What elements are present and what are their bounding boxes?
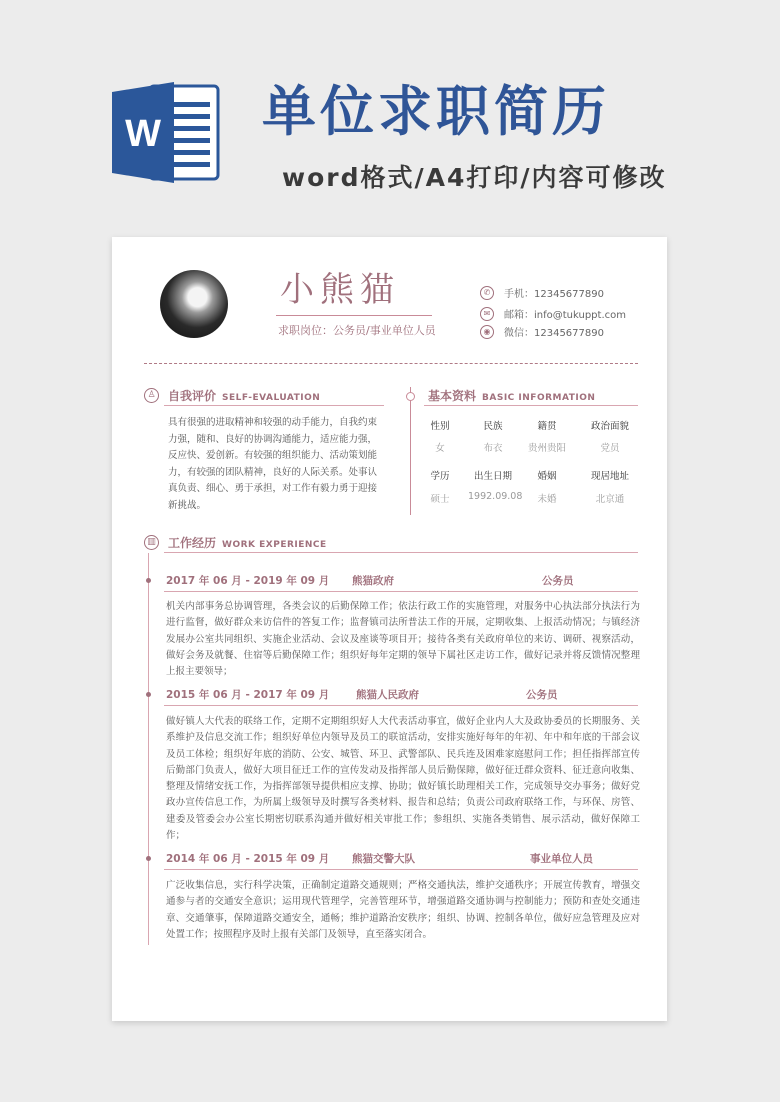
info-head: 婚姻 — [537, 471, 557, 482]
info-value: 贵州贵阳 — [527, 443, 566, 454]
person-icon: ♙ — [144, 388, 159, 403]
contact-wechat-text: 微信：12345677890 — [504, 328, 604, 339]
job-company: 熊猫人民政府 — [356, 689, 419, 701]
contact-mail — [480, 306, 626, 321]
job-description: 机关内部事务总协调管理，各类会议的后勤保障工作；依法行政工作的实施管理，对服务中心执法部分执法行为进行监督，做好群众来访信件的答复工作；监督镇司法所普法工作的开展，定期收集、上报活动情况；与镇经济发展办公室共同组织、实施企业活动、会议及座谈等项目开；接待各类有关政府单位的来访、调研、视察活动，做好会务及就餐、住宿等后勤保障工作；组织好每年定期的领导下属社区走访工作，做好记录并将反馈情况整理上报主要领导； — [166, 601, 640, 678]
self-eval-text: 具有很强的进取精神和较强的动手能力，自我约束力强，随和、良好的协调沟通能力，适应能力强，反应快、爱创新。有较强的组织能力、活动策划能力，有较强的团队精神，良好的人际关系。处事认真负责、细心、勇于承担，对工作有毅力勇于迎接新挑战。 — [168, 417, 378, 511]
mail-icon: ✉ — [480, 307, 494, 321]
basic-info-title-en: BASIC INFORMATION — [482, 393, 596, 403]
column-divider — [410, 387, 411, 515]
work-title-cn: 工作经历 — [168, 536, 217, 550]
info-head: 出生日期 — [473, 471, 512, 482]
job-period: 2017 年 06 月 - 2019 年 09 月 — [166, 575, 330, 587]
job-position: 公务员 — [542, 575, 574, 587]
contact-phone — [480, 285, 604, 300]
banner — [0, 0, 780, 230]
info-head: 政治面貌 — [590, 421, 629, 432]
banner-subtitle: word格式/A4打印/内容可修改 — [282, 163, 667, 192]
job-objective: 求职岗位：公务员/事业单位人员 — [278, 324, 436, 337]
job-bullet — [146, 692, 151, 697]
info-value: 未婚 — [537, 494, 557, 505]
timeline-dot — [406, 392, 415, 401]
work-title-en: WORK EXPERIENCE — [222, 540, 327, 550]
self-eval-title-cn: 自我评价 — [168, 389, 217, 403]
contact-mail-text: 邮箱：info@tukuppt.com — [504, 310, 626, 321]
info-value: 北京通 — [595, 494, 625, 505]
name-underline — [276, 315, 432, 316]
job-rule — [164, 591, 638, 592]
job-company: 熊猫政府 — [352, 575, 394, 587]
info-head: 性别 — [430, 421, 450, 432]
job-rule — [164, 869, 638, 870]
job-bullet — [146, 856, 151, 861]
work-title — [168, 534, 327, 551]
contact-wechat — [480, 324, 604, 339]
info-value: 硕士 — [430, 494, 450, 505]
chart-icon: ▥ — [144, 535, 159, 550]
candidate-name: 小熊猫 — [280, 270, 400, 310]
job-description: 做好镇人大代表的联络工作，定期不定期组织好人大代表活动事宜，做好企业内人大及政协委员的长期服务、关系维护及信息交流工作；组织好单位内领导及员工的联谊活动，安排实施好每年的年初、年中和年底的干部会议及员工体检；组织好年底的消防、公安、城管、环卫、武警部队、民兵连及困难家庭慰问工作；担任指挥部宣传后勤部门负责人，做好大项目征迁工作的宣传发动及指挥部人员后勤保障，做好征迁群众资料、征迁意向收集、整理及情绪安抚工作，为指挥部领导提供相应支撑、协助；做好镇长助理相关工作，完成领导交办事务；做好党政办宣传信息工作，为所属上级领导及时撰写各类材料、报告和总结；负责公司政府联络工作，与环保、房管、建委及管委会办公室长期密切联系沟通并做好相关审批工作；参组织、实施各类销售、展示活动，做好保障工作； — [166, 716, 640, 842]
self-eval-title-en: SELF-EVALUATION — [222, 393, 321, 403]
word-logo-letter: W — [125, 113, 161, 155]
header-divider — [144, 363, 638, 364]
info-head: 籍贯 — [537, 421, 557, 432]
info-value: 党员 — [600, 443, 620, 454]
wechat-icon: ◉ — [480, 325, 494, 339]
info-value: 女 — [435, 443, 445, 454]
info-value: 布衣 — [483, 443, 503, 454]
info-head: 现居地址 — [590, 471, 629, 482]
avatar — [160, 270, 228, 338]
job-bullet — [146, 578, 151, 583]
job-company: 熊猫交警大队 — [352, 853, 415, 865]
job-position: 公务员 — [526, 689, 558, 701]
job-rule — [164, 705, 638, 706]
basic-info-rule — [424, 405, 638, 406]
banner-title: 单位求职简历 — [262, 80, 610, 143]
info-value: 1992.09.08 — [468, 491, 523, 502]
work-timeline — [148, 553, 149, 945]
basic-info-title — [428, 387, 595, 404]
contact-phone-text: 手机：12345677890 — [504, 289, 604, 300]
resume-sheet — [112, 237, 667, 1021]
basic-info-title-cn: 基本资料 — [428, 389, 477, 403]
job-position: 事业单位人员 — [530, 853, 593, 865]
phone-icon: ✆ — [480, 286, 494, 300]
job-description: 广泛收集信息，实行科学决策，正确制定道路交通规则；严格交通执法，维护交通秩序；开展宣传教育，增强交通参与者的交通安全意识；运用现代管理学，完善管理环节，增强道路交通协调与控制能力；预防和查处交通违章、交通肇事，保障道路交通安全，通畅；维护道路治安秩序；组织、协调、控制各单位，做好应急管理及应对处置工作；按照程序及时上报有关部门及领导，直至落实闭合。 — [166, 880, 640, 940]
job-period: 2014 年 06 月 - 2015 年 09 月 — [166, 853, 330, 865]
info-head: 学历 — [430, 471, 450, 482]
self-eval-title — [168, 387, 320, 404]
info-head: 民族 — [483, 421, 503, 432]
self-eval-rule — [164, 405, 384, 406]
word-app-icon — [112, 80, 222, 185]
job-period: 2015 年 06 月 - 2017 年 09 月 — [166, 689, 330, 701]
work-rule — [164, 552, 638, 553]
